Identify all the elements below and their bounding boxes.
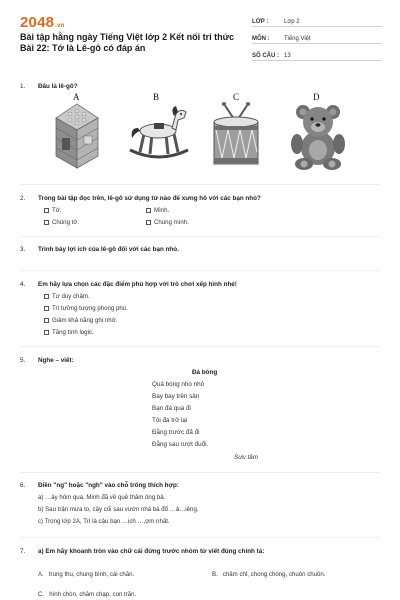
checkbox[interactable] [44,208,49,213]
page-title: Bài tập hằng ngày Tiếng Việt lớp 2 Kết nối tri thức Bài 22: Tớ là Lê-gô có đáp án [20,32,235,53]
option-label-c: C [233,92,240,102]
option-text: trung thu, chung bình, cái chăn. [48,571,135,578]
poem-author: Sưu tầm [234,454,258,461]
answer-option-a[interactable] [38,571,134,578]
divider [20,236,380,237]
divider [20,270,380,271]
poem-line: Tôi đá trở lại [152,417,188,424]
worksheet-meta [252,12,382,63]
option-text: Tăng tính logic. [52,329,94,336]
question-number: 5. [20,357,26,364]
logo-text: 2048 [20,14,55,31]
option-text: Trí tưởng tượng phong phú. [52,305,128,312]
option-text: Tư duy chậm. [52,293,90,300]
answer-option[interactable] [44,293,90,300]
divider [20,472,380,473]
option-text: Mình. [154,207,170,214]
option-text: hình chòn, chăm chạp, con trăn. [49,591,137,598]
checkbox[interactable] [44,330,49,335]
question-text: Em hãy lựa chọn các đặc điểm phù hợp với trò chơi xếp hình nhé! [38,281,237,288]
meta-label: MÔN : [252,36,270,42]
poem-line: Quả bóng nho nhỏ [152,381,205,388]
question-text: a) Em hãy khoanh tròn vào chữ cái đứng trước nhóm từ viết đúng chính tả: [38,548,265,555]
meta-value: 13 [284,53,291,59]
answer-option[interactable] [44,207,61,214]
answer-option-b[interactable] [212,571,326,578]
answer-option[interactable] [146,219,189,226]
option-text: chăm chỉ, chong chóng, chuôn chuồn. [222,571,326,578]
option-letter: C. [38,591,45,598]
answer-option[interactable] [44,305,128,312]
meta-row-subject [252,29,382,44]
meta-label: LỚP : [252,19,269,25]
lego-house-image[interactable] [48,102,106,172]
checkbox[interactable] [146,208,151,213]
option-label-a: A [73,92,80,102]
checkbox[interactable] [44,294,49,299]
poem-line: Đằng sau rượt đuổi. [152,441,209,448]
question-text: Trong bài tập đọc trên, lê-gô sử dụng từ nào để xưng hô với các bạn nhỏ? [38,195,261,202]
logo-suffix: .vn [55,23,65,29]
question-number: 6. [20,482,26,489]
option-text: Chúng mình. [154,219,189,226]
divider [20,184,380,185]
meta-row-class [252,12,382,27]
poem-line: Đằng trước đã đi [152,429,200,436]
checkbox[interactable] [44,220,49,225]
option-text: Chúng tớ. [52,219,80,226]
poem-title: Đá bóng [192,369,218,376]
option-text: Tớ. [52,207,62,214]
question-number: 2. [20,195,26,202]
checkbox[interactable] [44,318,49,323]
meta-row-count [252,46,382,61]
rocking-horse-image[interactable] [126,104,192,162]
option-label-b: B [153,92,160,102]
meta-label: SỐ CÂU : [252,53,279,59]
meta-value: Lớp 2 [284,19,300,25]
answer-option[interactable] [44,329,94,336]
checkbox[interactable] [44,306,49,311]
question-number: 7. [20,548,26,555]
question-text: Đâu là lê-gô? [38,83,78,90]
divider [20,537,380,538]
answer-option[interactable] [44,219,79,226]
meta-value: Tiếng Việt [284,36,311,42]
checkbox[interactable] [146,220,151,225]
answer-option-c[interactable] [38,591,136,598]
question-text: Nghe – viết: [38,357,74,364]
divider [20,346,380,347]
fill-blank-item: a) …ày hôm qua, Minh đã về quê thăm ông bà. [38,494,166,501]
drum-image[interactable] [210,102,262,170]
answer-option[interactable] [44,317,117,324]
option-letter: B. [212,571,218,578]
option-label-d: D [313,92,320,102]
teddy-bear-image[interactable] [290,102,346,172]
answer-option[interactable] [146,207,169,214]
question-text: Điền "ng" hoặc "ngh" vào chỗ trống thích hợp: [38,482,179,489]
fill-blank-item: b) Sau trận mưa to, cây cối sau vườn nhà bà đổ …ả…iêng. [38,506,199,513]
question-number: 4. [20,281,26,288]
option-letter: A. [38,571,44,578]
poem-line: Bạn đá qua đi [152,405,191,412]
question-number: 3. [20,246,26,253]
fill-blank-item: c) Trong lớp 2A, Trí là cậu bạn …ịch …,ợm nhất. [38,518,170,525]
option-text: Giảm khả năng ghi nhớ. [52,317,118,324]
question-number: 1. [20,83,26,90]
poem-line: Bay bay trên sân [152,393,200,400]
site-logo[interactable] [20,14,64,31]
question-text: Trình bày lợi ích của lê-gô đối với các bạn nhỏ. [38,246,179,253]
